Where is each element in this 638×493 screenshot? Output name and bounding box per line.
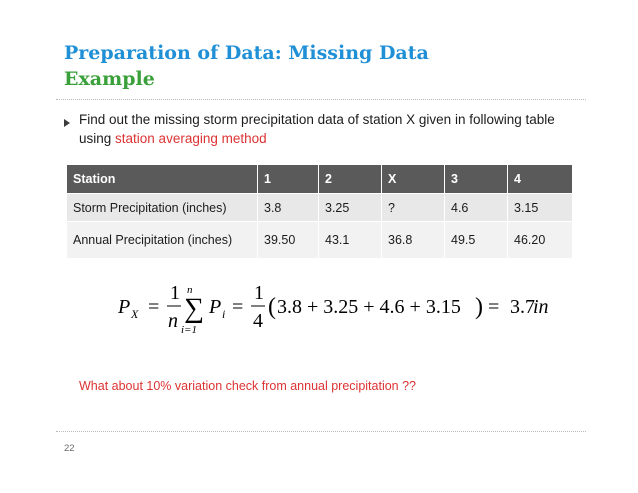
table-cell: Storm Precipitation (inches) (67, 194, 258, 222)
formula-lhs-subscript: X (131, 307, 139, 321)
formula-frac1-numerator: 1 (170, 282, 180, 304)
table-header-cell: X (382, 165, 445, 194)
table-cell: 43.1 (319, 222, 382, 259)
formula-equals: = (148, 296, 160, 318)
station-average-formula (118, 277, 558, 337)
variation-note: What about 10% variation check from annual precipitation ?? (79, 379, 416, 393)
table-cell: 46.20 (508, 222, 573, 259)
table-cell: 39.50 (258, 222, 319, 259)
formula-frac2-numerator: 1 (254, 282, 264, 304)
formula-frac1-denominator: n (168, 310, 178, 332)
table-header-cell: 1 (258, 165, 319, 194)
formula-sum-upper: n (187, 284, 193, 296)
table-cell: 3.15 (508, 194, 573, 222)
bottom-divider (56, 431, 586, 432)
formula-equals: = (488, 296, 500, 318)
table-row (67, 222, 573, 259)
formula-term-subscript: i (222, 307, 226, 321)
table-cell: 36.8 (382, 222, 445, 259)
table-row (67, 194, 573, 222)
formula-open-paren: ( (268, 294, 276, 320)
table-cell: 4.6 (445, 194, 508, 222)
formula-frac2-denominator: 4 (253, 310, 263, 332)
formula-result-unit: in (533, 296, 549, 318)
table-cell: 3.25 (319, 194, 382, 222)
table-header-cell: 3 (445, 165, 508, 194)
instruction-text-main: Find out the missing storm precipitation data of station X given in following table using (79, 112, 555, 146)
formula-sum-symbol: ∑ (184, 293, 204, 324)
table-cell: 3.8 (258, 194, 319, 222)
table-header-cell: Station (67, 165, 258, 194)
top-divider (56, 99, 586, 100)
formula-sum-lower: i=1 (181, 324, 197, 336)
bullet-arrow-icon (64, 119, 70, 127)
page-number: 22 (64, 443, 75, 454)
slide-title-line2: Example (64, 68, 155, 90)
formula-sum-expression: 3.8 + 3.25 + 4.6 + 3.15 (277, 296, 461, 318)
formula-close-paren: ) (475, 294, 483, 320)
precipitation-table (66, 164, 573, 259)
table-header-row (67, 165, 573, 194)
table-header-cell: 4 (508, 165, 573, 194)
formula-equals: = (232, 296, 244, 318)
instruction-highlight: station averaging method (115, 131, 267, 146)
slide-title-line1: Preparation of Data: Missing Data (64, 42, 429, 64)
table-cell: ? (382, 194, 445, 222)
instruction-text (79, 110, 589, 148)
slide-title (64, 40, 429, 92)
table-header-cell: 2 (319, 165, 382, 194)
formula-lhs: P (118, 296, 131, 318)
formula-term: P (209, 296, 222, 318)
formula-result: 3.7 (510, 296, 535, 318)
table-cell: 49.5 (445, 222, 508, 259)
table-cell: Annual Precipitation (inches) (67, 222, 258, 259)
